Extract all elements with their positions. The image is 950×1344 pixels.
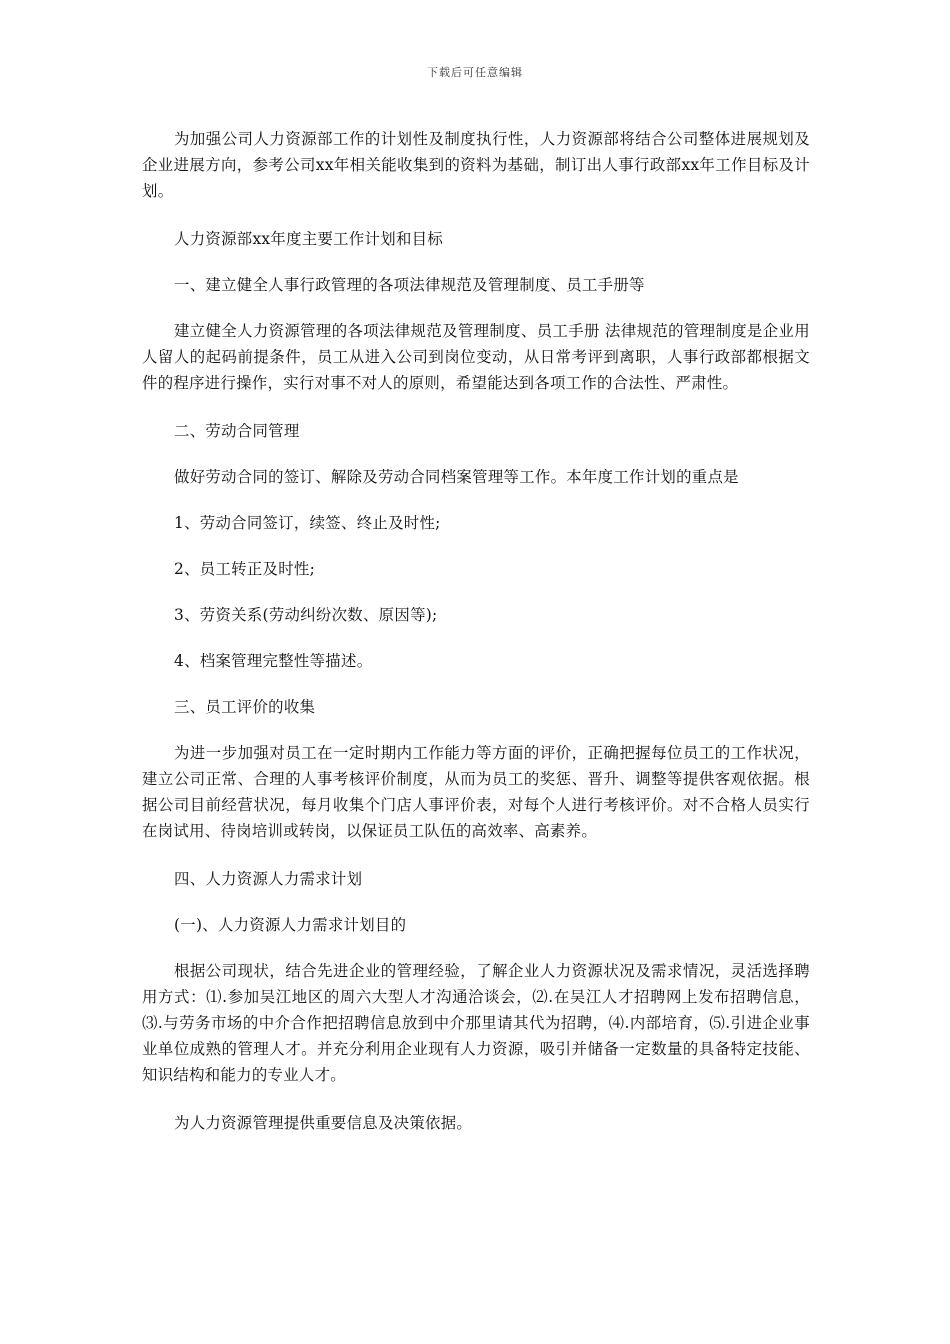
section-heading-2: 二、劳动合同管理 [174, 422, 300, 440]
section-heading-3: 三、员工评价的收集 [174, 698, 316, 716]
list-item-2: 2、员工转正及时性; [174, 560, 316, 578]
header-note: 下载后可任意编辑 [427, 66, 523, 79]
paragraph-evaluation: 为进一步加强对员工在一定时期内工作能力等方面的评价，正确把握每位员工的工作状况，建立公司正常、合理的人事考核评价制度，从而为员工的奖惩、晋升、调整等提供客观依据。根据公司目前经营状况，每月收集个门店人事评价表，对每个人进行考核评价。对不合格人员实行在岗试用、待岗培训或转岗，以保证员工队伍的高效率、高素养。 [142, 744, 810, 840]
section-heading-1: 一、建立健全人事行政管理的各项法律规范及管理制度、员工手册等 [174, 276, 645, 294]
paragraph-closing: 为人力资源管理提供重要信息及决策依据。 [174, 1114, 473, 1132]
paragraph-intro: 为加强公司人力资源部工作的计划性及制度执行性，人力资源部将结合公司整体进展规划及企业进展方向，参考公司xx年相关能收集到的资料为基础，制订出人事行政部xx年工作目标及计划。 [142, 130, 810, 200]
list-item-3: 3、劳资关系(劳动纠纷次数、原因等); [174, 606, 438, 624]
list-item-1: 1、劳动合同签订，续签、终止及时性; [174, 514, 441, 532]
paragraph-annual-heading: 人力资源部xx年度主要工作计划和目标 [174, 230, 444, 248]
document-body [142, 126, 810, 1136]
paragraph-contracts: 做好劳动合同的签订、解除及劳动合同档案管理等工作。本年度工作计划的重点是 [174, 468, 739, 486]
section-heading-4: 四、人力资源人力需求计划 [174, 870, 363, 888]
paragraph-recruitment: 根据公司现状，结合先进企业的管理经验，了解企业人力资源状况及需求情况，灵活选择聘用方式：⑴.参加吴江地区的周六大型人才沟通洽谈会，⑵.在吴江人才招聘网上发布招聘信息，⑶.与劳务市场的中介合作把招聘信息放到中介那里请其代为招聘，⑷.内部培育，⑸.引进企业事业单位成熟的管理人才。并充分利用企业现有人力资源，吸引并储备一定数量的具备特定技能、知识结构和能力的专业人才。 [142, 962, 810, 1084]
list-item-4: 4、档案管理完整性等描述。 [174, 652, 373, 670]
paragraph-regulations: 建立健全人力资源管理的各项法律规范及管理制度、员工手册 法律规范的管理制度是企业用人留人的起码前提条件，员工从进入公司到岗位变动，从日常考评到离职，人事行政部都根据文件的程序进行操作，实行对事不对人的原则，希望能达到各项工作的合法性、严肃性。 [142, 322, 810, 392]
subsection-heading-1: (一)、人力资源人力需求计划目的 [174, 916, 407, 934]
